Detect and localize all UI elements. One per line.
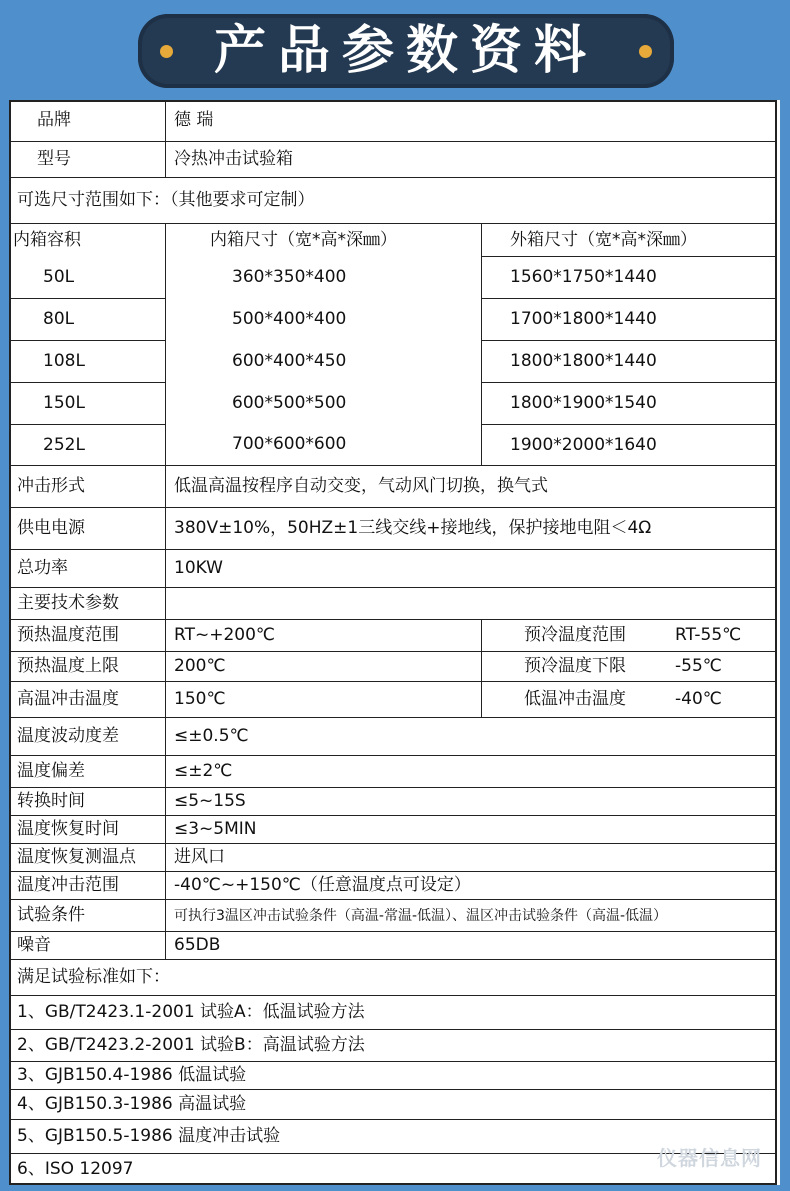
- volume-cell: 150L: [9, 382, 165, 424]
- param-value: ≤3~5MIN: [165, 816, 777, 843]
- volume-cell: 108L: [9, 340, 165, 382]
- param-value: RT~+200℃: [165, 620, 481, 651]
- outer-size-cell: 1560*1750*1440: [481, 256, 777, 298]
- param-value: 150℃: [165, 682, 481, 717]
- watermark: 仪器信息网: [657, 1146, 762, 1170]
- power-supply-row: [9, 508, 777, 550]
- param-label: 温度冲击范围: [17, 875, 119, 895]
- brand-row: [9, 100, 777, 142]
- param-label: 预热温度上限: [17, 656, 119, 676]
- param-row: [9, 932, 777, 960]
- param-label: 温度波动度差: [17, 726, 119, 746]
- standard-item: 4、GJB150.3-1986 高温试验: [17, 1094, 247, 1114]
- inner-size-cell: 700*600*600: [165, 424, 481, 465]
- inner-size-cell: 500*400*400: [165, 298, 481, 340]
- right-dot-icon: [639, 45, 652, 58]
- model-row: [9, 142, 777, 178]
- standards-title-row: [9, 960, 777, 996]
- impact-form-value: 低温高温按程序自动交变，气动风门切换，换气式: [165, 466, 777, 507]
- param-label: 试验条件: [17, 905, 85, 925]
- param-label-2: 低温冲击温度: [481, 682, 651, 717]
- brand-label: 品牌: [37, 110, 71, 130]
- power-supply-value: 380V±10%，50HZ±1三线交线+接地线，保护接地电阻＜4Ω: [165, 508, 777, 549]
- title-banner: [138, 14, 674, 88]
- brand-value: 德 瑞: [165, 100, 777, 141]
- param-value: -40℃~+150℃（任意温度点可设定）: [165, 872, 777, 899]
- param-value: 200℃: [165, 652, 481, 681]
- impact-form-row: [9, 466, 777, 508]
- standard-item: 5、GJB150.5-1986 温度冲击试验: [17, 1126, 281, 1146]
- paired-param-row: [9, 652, 777, 682]
- paired-param-row: [9, 682, 777, 718]
- size-table-header: [9, 224, 777, 256]
- param-value-2: -55℃: [675, 656, 722, 676]
- param-label: 预热温度范围: [17, 625, 119, 645]
- size-note-row: [9, 178, 777, 224]
- spec-sheet: [9, 100, 780, 1185]
- param-value: ≤5~15S: [165, 788, 777, 815]
- param-row: [9, 872, 777, 900]
- param-row: [9, 844, 777, 872]
- inner-size-cell: 600*400*450: [165, 340, 481, 382]
- volume-cell: 50L: [43, 266, 75, 287]
- param-label: 噪音: [17, 935, 51, 955]
- standard-item: 3、GJB150.4-1986 低温试验: [17, 1065, 247, 1085]
- list-item: [9, 1062, 777, 1090]
- standard-item: 1、GB/T2423.1-2001 试验A：低温试验方法: [17, 1002, 365, 1022]
- volume-cell: 252L: [9, 424, 165, 465]
- list-item: [9, 1030, 777, 1062]
- header-inner-volume: 内箱容积: [13, 229, 81, 250]
- inner-size-cell: 360*350*400: [165, 256, 481, 298]
- power-supply-label: 供电电源: [17, 518, 85, 538]
- outer-size-cell: 1900*2000*1640: [481, 424, 777, 465]
- tech-params-title-row: [9, 588, 777, 620]
- header-inner-size: 内箱尺寸（宽*高*深㎜）: [165, 224, 481, 256]
- param-value: 可执行3温区冲击试验条件（高温-常温-低温）、温区冲击试验条件（高温-低温）: [165, 900, 777, 931]
- table-row: [9, 340, 777, 382]
- table-row: [9, 382, 777, 424]
- param-value-2: RT-55℃: [675, 625, 742, 645]
- param-value: ≤±2℃: [165, 756, 777, 787]
- page-title: 产品参数资料: [213, 21, 598, 81]
- tech-params-blank: [165, 588, 777, 619]
- size-note: 可选尺寸范围如下：（其他要求可定制）: [17, 190, 315, 210]
- table-row: [9, 298, 777, 340]
- standard-item: 6、ISO 12097: [17, 1159, 134, 1179]
- total-power-value: 10KW: [165, 550, 777, 587]
- param-label: 温度恢复测温点: [17, 847, 136, 867]
- model-label: 型号: [37, 149, 71, 169]
- param-row: [9, 718, 777, 756]
- list-item: [9, 1090, 777, 1120]
- outer-size-cell: 1700*1800*1440: [481, 298, 777, 340]
- param-label: 高温冲击温度: [17, 689, 119, 709]
- standard-item: 2、GB/T2423.2-2001 试验B：高温试验方法: [17, 1035, 365, 1055]
- volume-cell: 80L: [9, 298, 165, 340]
- tech-params-title: 主要技术参数: [17, 593, 119, 613]
- list-item: [9, 996, 777, 1030]
- total-power-label: 总功率: [17, 558, 68, 578]
- param-value: ≤±0.5℃: [165, 718, 777, 755]
- param-label: 转换时间: [17, 791, 85, 811]
- param-row: [9, 756, 777, 788]
- outer-size-cell: 1800*1800*1440: [481, 340, 777, 382]
- paired-param-row: [9, 620, 777, 652]
- impact-form-label: 冲击形式: [17, 476, 85, 496]
- header-outer-size: 外箱尺寸（宽*高*深㎜）: [481, 224, 777, 256]
- table-row: [9, 256, 777, 298]
- param-value-2: -40℃: [675, 689, 722, 709]
- table-row: [9, 424, 777, 466]
- inner-size-cell: 600*500*500: [165, 382, 481, 424]
- param-row: [9, 788, 777, 816]
- param-value: 65DB: [165, 932, 777, 959]
- param-row: [9, 816, 777, 844]
- outer-size-cell: 1800*1900*1540: [481, 382, 777, 424]
- param-value: 进风口: [165, 844, 777, 871]
- total-power-row: [9, 550, 777, 588]
- param-label-2: 预冷温度下限: [481, 652, 651, 681]
- param-row: [9, 900, 777, 932]
- model-value: 冷热冲击试验箱: [165, 142, 777, 177]
- param-label-2: 预冷温度范围: [481, 620, 651, 651]
- standards-title: 满足试验标准如下：: [17, 967, 170, 987]
- param-label: 温度恢复时间: [17, 819, 119, 839]
- param-label: 温度偏差: [17, 761, 85, 781]
